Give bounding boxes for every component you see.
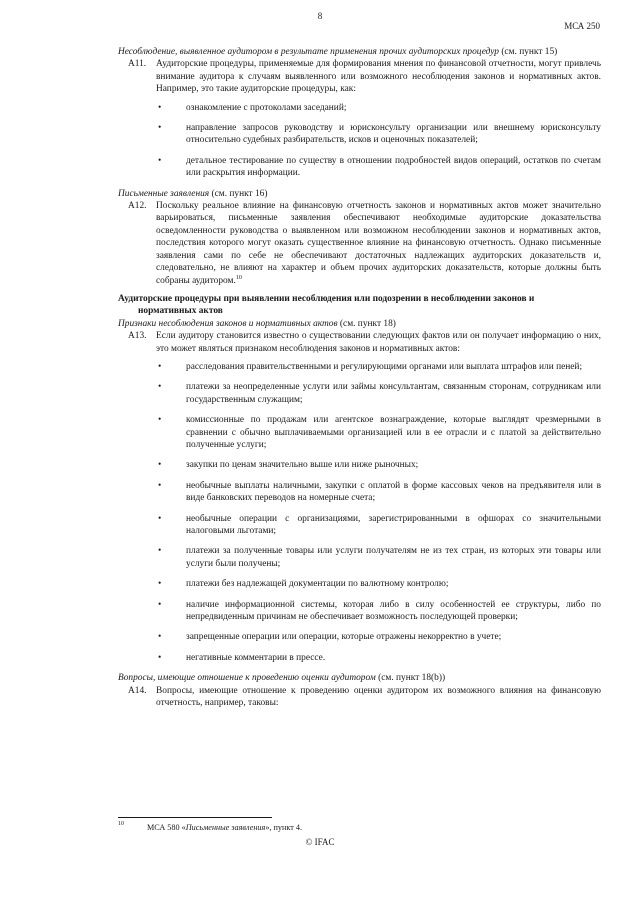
paragraph-text: Вопросы, имеющие отношение к проведению оценки аудитором их возможного влияния на финансовую отчетность, например, таковы: xyxy=(156,685,601,709)
list-item: • комиссионные по продажам или агентское вознаграждение, которые выглядят чрезмерными в сравнении с обычно выплачиваемыми организацией или в ее отрасли и с платой за действительно полученные услуги; xyxy=(158,415,601,450)
paragraph-text: Поскольку реальное влияние на финансовую отчетность законов и нормативных актов может значительно варьироваться, письменные заявления обеспечивают необходимые аудиторские доказательства осведомленности руководства о выявленном или возможном несоблюдении законов и нормативных актов, последствия которого могут оказать существенное влияние на финансовую отчетность. Однако письменные заявления сами по себе не обеспечивают достаточных надлежащих аудиторских доказательств и, следовательно, не влияют на характер и объем прочих аудиторских доказательств, которые должны быть собраны аудитором.$^{10}$ xyxy=(156,201,601,286)
bullet-icon: • xyxy=(158,599,162,610)
bullet-icon: • xyxy=(158,546,162,557)
footnote-number: 10 xyxy=(118,821,124,827)
list-item: • необычные выплаты наличными, закупки с оплатой в форме кассовых чеков на предъявителя или в виде банковских переводов на номерные счета; xyxy=(158,480,601,504)
list-item: • платежи без надлежащей документации по валютному контролю; xyxy=(158,579,449,590)
bullet-icon: • xyxy=(158,579,162,590)
page-number: 8 xyxy=(317,11,323,21)
subheading-title: Вопросы, имеющие отношение к проведению оценки аудитором xyxy=(118,673,376,684)
footnote-divider xyxy=(118,817,272,818)
copyright: © IFAC xyxy=(305,837,335,847)
paragraph-a11 xyxy=(118,58,601,95)
paragraph-number: A13. xyxy=(128,331,147,342)
bullet-list-a11 xyxy=(118,102,601,180)
subheading-assessment xyxy=(118,672,601,684)
list-item: • необычные операции с организациями, зарегистрированными в офшорах со значительными налоговыми льготами; xyxy=(158,513,601,536)
subheading-title: Признаки несоблюдения законов и нормативных актов xyxy=(118,318,338,329)
footnote-text: МСА 580 «Письменные заявления», пункт 4. xyxy=(147,823,302,832)
standard-code: МСА 250 xyxy=(564,21,600,31)
subheading-ref: (см. пункт 18) xyxy=(337,318,396,329)
list-item: • запрещенные операции или операции, которые отражены некорректно в учете; xyxy=(158,632,502,643)
section-heading: Аудиторские процедуры при выявлении несоблюдения или подозрении в несоблюдении законов и нормативных актов xyxy=(118,293,535,317)
bullet-icon: • xyxy=(158,415,162,426)
bullet-list-a13 xyxy=(118,361,601,664)
list-item: • расследования правительственными и регулирующими органами или выплата штрафов или пеней; xyxy=(158,361,583,372)
bullet-icon: • xyxy=(158,460,162,471)
paragraph-a12 xyxy=(118,200,601,287)
list-item: • направление запросов руководству и юрисконсульту организации или внешнему юрисконсульту относительно судебных разбирательств, исков и оценочных показателей; xyxy=(158,123,601,146)
bullet-icon: • xyxy=(158,513,162,524)
subheading-ref: (см. пункт 15) xyxy=(498,47,558,57)
paragraph-a13 xyxy=(118,330,601,355)
paragraph-number: A14. xyxy=(128,685,147,696)
bullet-icon: • xyxy=(158,652,162,663)
list-item: • негативные комментарии в прессе. xyxy=(158,652,326,663)
subheading-indicators xyxy=(118,318,601,330)
paragraph-number: A12. xyxy=(128,201,147,212)
bullet-icon: • xyxy=(158,361,162,372)
paragraph-text: Аудиторские процедуры, применяемые для формирования мнения по финансовой отчетности, могут привлечь внимание аудитора к случаям выявленного или возможного несоблюдения законов и нормативных актов. Например, это такие аудиторские процедуры, как: xyxy=(156,59,601,95)
subheading-title: Несоблюдение, выявленное аудитором в результате применения прочих аудиторских процедур xyxy=(118,47,499,57)
subheading-other-procedures xyxy=(118,46,601,58)
list-item: • наличие информационной системы, которая либо в силу особенностей ее структуры, либо по непредвиденным причинам не обеспечивает возможность последующей проверки; xyxy=(158,599,601,623)
subheading-title: Письменные заявления xyxy=(118,188,210,199)
bullet-icon: • xyxy=(158,382,162,393)
bullet-icon: • xyxy=(158,123,162,134)
list-item: • детальное тестирование по существу в отношении подробностей видов операций, остатков по счетам или раскрытия информации. xyxy=(158,155,601,179)
document-body xyxy=(118,46,601,715)
paragraph-text: Если аудитору становится известно о существовании следующих фактов или он получает информацию о них, это может являться признаком несоблюдения законов и нормативных актов: xyxy=(156,331,601,354)
paragraph-number: A11. xyxy=(128,59,147,70)
subheading-ref: (см. пункт 18(b)) xyxy=(375,673,446,684)
list-item: • ознакомление с протоколами заседаний; xyxy=(158,102,347,113)
bullet-icon: • xyxy=(158,102,162,113)
list-item: • закупки по ценам значительно выше или ниже рыночных; xyxy=(158,460,419,471)
footnote xyxy=(118,823,302,832)
subheading-ref: (см. пункт 16) xyxy=(209,188,268,199)
bullet-icon: • xyxy=(158,632,162,643)
paragraph-a14 xyxy=(118,685,601,710)
bullet-icon: • xyxy=(158,155,162,166)
list-item: • платежи за неопределенные услуги или займы консультантам, связанным сторонам, сотрудникам или государственным служащим; xyxy=(158,382,601,405)
list-item: • платежи за полученные товары или услуги получателям не из тех стран, из которых эти товары или услуги были получены; xyxy=(158,546,601,569)
footnote-reference[interactable]: 10 xyxy=(235,274,242,281)
bullet-icon: • xyxy=(158,480,162,491)
subheading-written-representations xyxy=(118,188,601,200)
